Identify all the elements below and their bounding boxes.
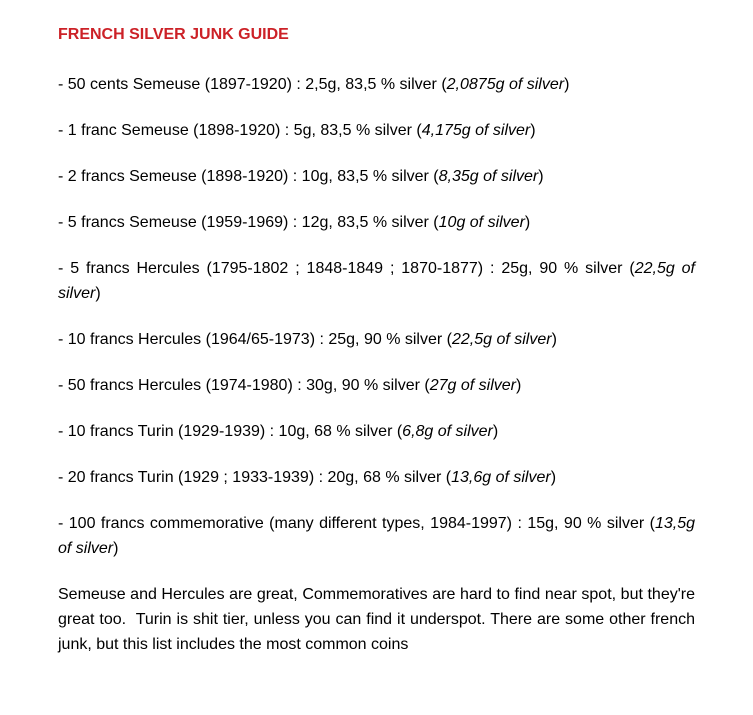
coin-silver-content: 13,5g of silver <box>58 515 695 557</box>
coin-text: - 10 francs Hercules (1964/65-1973) : 25g, 90 % silver ( <box>58 331 452 348</box>
coin-text: - 2 francs Semeuse (1898-1920) : 10g, 83,5 % silver ( <box>58 168 439 185</box>
coin-silver-content: 2,0875g of silver <box>446 76 565 93</box>
coin-text: - 50 cents Semeuse (1897-1920) : 2,5g, 83,5 % silver ( <box>58 76 447 93</box>
coin-close-paren: ) <box>551 331 557 348</box>
coin-close-paren: ) <box>564 76 570 93</box>
page-title: FRENCH SILVER JUNK GUIDE <box>58 26 289 43</box>
coin-close-paren: ) <box>492 423 499 440</box>
coin-close-paren: ) <box>538 168 544 185</box>
coin-close-paren: ) <box>95 285 101 302</box>
coin-text: - 20 francs Turin (1929 ; 1933-1939) : 20g, 68 % silver ( <box>58 469 452 486</box>
coin-text: - 50 francs Hercules (1974-1980) : 30g, 90 % silver ( <box>58 377 430 394</box>
coin-silver-content: 13,6g of silver <box>451 469 551 486</box>
coin-text: - 1 franc Semeuse (1898-1920) : 5g, 83,5 % silver ( <box>58 122 422 139</box>
coin-text: - 5 francs Hercules (1795-1802 ; 1848-1849 ; 1870-1877) : 25g, 90 % silver ( <box>58 260 635 277</box>
coin-silver-content: 27g of silver <box>429 377 516 394</box>
coin-text: - 100 francs commemorative (many different types, 1984-1997) : 15g, 90 % silver ( <box>58 515 655 532</box>
coin-text: - 5 francs Semeuse (1959-1969) : 12g, 83,5 % silver ( <box>58 214 439 231</box>
coin-text: - 10 francs Turin (1929-1939) : 10g, 68 % silver ( <box>58 423 403 440</box>
coin-silver-content: 22,5g of silver <box>58 260 696 302</box>
coin-entry-2-francs-semeuse <box>58 164 695 189</box>
coin-close-paren: ) <box>113 540 119 557</box>
coin-close-paren: ) <box>550 469 557 486</box>
summary-paragraph: Semeuse and Hercules are great, Commemoratives are hard to find near spot, but they're great too. Turin is shit tier, unless you can find it underspot. There are some other french junk, but this list includes the most common coins <box>58 586 695 653</box>
coin-entry-10-francs-hercules <box>58 327 695 352</box>
coin-entry-1-franc-semeuse <box>58 118 695 143</box>
coin-silver-content: 4,175g of silver <box>421 122 531 139</box>
coin-close-paren: ) <box>524 214 531 231</box>
coin-entry-50-cents-semeuse <box>58 72 695 97</box>
coin-entry-100-francs-commemorative <box>58 511 695 561</box>
coin-close-paren: ) <box>530 122 536 139</box>
coin-entry-20-francs-turin <box>58 465 695 490</box>
coin-close-paren: ) <box>516 377 522 394</box>
coin-silver-content: 22,5g of silver <box>451 331 552 348</box>
coin-entry-5-francs-hercules <box>58 256 695 306</box>
coin-silver-content: 8,35g of silver <box>438 168 539 185</box>
coin-entry-10-francs-turin <box>58 419 695 444</box>
coin-entry-5-francs-semeuse <box>58 210 695 235</box>
coin-silver-content: 6,8g of silver <box>402 423 493 440</box>
coin-entry-50-francs-hercules <box>58 373 695 398</box>
coin-silver-content: 10g of silver <box>438 214 525 231</box>
